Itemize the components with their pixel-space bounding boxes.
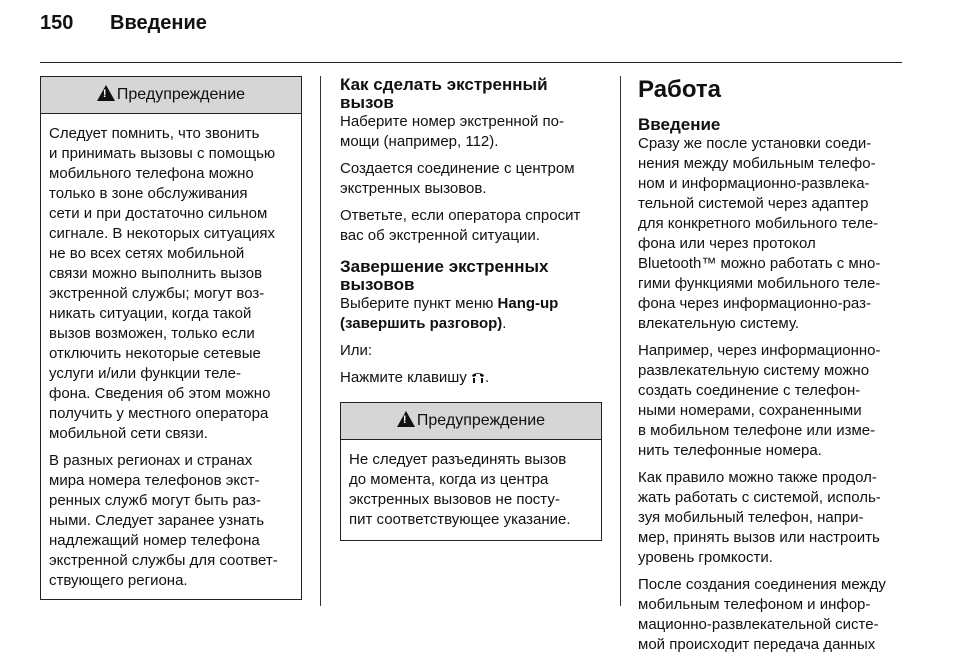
- text-line: не во всех сетях мобильной: [49, 245, 245, 262]
- text-line: уровень громкости.: [638, 549, 773, 566]
- column-middle: [340, 76, 602, 541]
- paragraph: [340, 112, 602, 152]
- page-number: 150: [40, 12, 74, 34]
- section-title: Введение: [110, 12, 207, 34]
- text-line: сети и при достаточно сильном: [49, 205, 268, 222]
- warning-title: Предупреждение: [416, 412, 546, 429]
- text-line: Сразу же после установки соеди-: [638, 135, 872, 152]
- page-header: [40, 12, 207, 35]
- text-line: мобильного телефона можно: [49, 165, 254, 182]
- text-line: гими функциями мобильного теле-: [638, 275, 881, 292]
- heading-line: вызов: [340, 93, 394, 112]
- end-call-text: Выберите пункт меню Hang-up (завершить разговор).: [340, 295, 559, 332]
- heading-line: Как сделать экстренный: [340, 75, 548, 94]
- text-line: Как правило можно также продол-: [638, 469, 877, 486]
- text-line: никать ситуации, когда такой: [49, 305, 252, 322]
- text-line: мер, принять вызов или настроить: [638, 529, 880, 546]
- paragraph: [340, 159, 602, 199]
- warning-title: Предупреждение: [116, 86, 246, 103]
- column-divider: [620, 76, 621, 606]
- text-line: Следует помнить, что звонить: [49, 125, 260, 142]
- phone-hangup-icon: [471, 371, 485, 383]
- end-call-heading: [340, 258, 602, 294]
- paragraph: [349, 450, 593, 530]
- warning-icon: [397, 411, 415, 427]
- text-line: в мобильном телефоне или изме-: [638, 422, 876, 439]
- text-line: экстренной службы для соответ-: [49, 552, 278, 569]
- text-line: связи можно выполнить вызов: [49, 265, 263, 282]
- paragraph: [638, 468, 904, 568]
- warning-header: [41, 77, 301, 114]
- paragraph: [49, 451, 293, 591]
- column-left: [40, 76, 302, 600]
- text-line: ными. Следует заранее узнать: [49, 512, 265, 529]
- text-line: надлежащий номер телефона: [49, 532, 260, 549]
- warning-body: [341, 440, 601, 540]
- text-line: Ответьте, если оператора спросит: [340, 207, 581, 224]
- text-line: для конкретного мобильного теле-: [638, 215, 879, 232]
- text-line: тельной системой через адаптер: [638, 195, 869, 212]
- text-line: развлекательную систему можно: [638, 362, 870, 379]
- text-line: пит соответствующее указание.: [349, 511, 571, 528]
- press-key-text: Нажмите клавишу .: [340, 369, 490, 386]
- text-line: получить у местного оператора: [49, 405, 269, 422]
- paragraph: [340, 206, 602, 246]
- text-line: мобильной сети связи.: [49, 425, 208, 442]
- text-line: вызов возможен, только если: [49, 325, 255, 342]
- emergency-call-heading: [340, 76, 602, 112]
- heading-line: Завершение экстренных: [340, 257, 549, 276]
- or-text: Или:: [340, 342, 373, 359]
- text-line: Не следует разъединять вызов: [349, 451, 567, 468]
- column-right: [638, 76, 904, 662]
- text-line: мационно-развлекательной систе-: [638, 616, 879, 633]
- text-line: Bluetooth™ можно работать с мно-: [638, 255, 881, 272]
- text-line: услуги и/или функции теле-: [49, 365, 241, 382]
- warning-box: [340, 402, 602, 541]
- text-line: ными номерами, сохраненными: [638, 402, 862, 419]
- text-line: мобильным телефоном и инфор-: [638, 596, 871, 613]
- menu-item-line: (завершить разговор): [340, 315, 503, 332]
- text-line: мой происходит передача данных: [638, 636, 876, 653]
- text-line: фона через информационно-раз-: [638, 295, 871, 312]
- text-line: вас об экстренной ситуации.: [340, 227, 540, 244]
- warning-box: [40, 76, 302, 600]
- text-line: экстренных вызовов.: [340, 180, 487, 197]
- warning-body: [41, 114, 301, 599]
- text-line: создать соединение с телефон-: [638, 382, 861, 399]
- text-line: мощи (например, 112).: [340, 133, 499, 150]
- text-line: Например, через информационно-: [638, 342, 881, 359]
- header-rule: [40, 62, 902, 63]
- text-line: сигнале. В некоторых ситуациях: [49, 225, 275, 242]
- menu-item-line: Hang-up: [497, 295, 559, 312]
- text-line: фона. Сведения об этом можно: [49, 385, 271, 402]
- text-line: Наберите номер экстренной по-: [340, 113, 565, 130]
- text-line: нить телефонные номера.: [638, 442, 822, 459]
- text-line: мира номера телефонов экст-: [49, 472, 260, 489]
- text-line: экстренной службы; могут воз-: [49, 285, 265, 302]
- text-line: фона или через протокол: [638, 235, 816, 252]
- text-line: до момента, когда из центра: [349, 471, 549, 488]
- operation-subheading: Введение: [638, 115, 721, 134]
- paragraph: [638, 341, 904, 461]
- text-line: ном и информационно-развлека-: [638, 175, 870, 192]
- operation-title: Работа: [638, 76, 722, 103]
- text-line: Создается соединение с центром: [340, 160, 575, 177]
- text-line: только в зоне обслуживания: [49, 185, 248, 202]
- text-line: ствующего региона.: [49, 572, 188, 589]
- text-line: отключить некоторые сетевые: [49, 345, 261, 362]
- paragraph: [638, 575, 904, 655]
- operation-text: [638, 134, 904, 655]
- text-line: влекательную систему.: [638, 315, 800, 332]
- text-line: ренных служб могут быть раз-: [49, 492, 261, 509]
- text-line: зуя мобильный телефон, напри-: [638, 509, 864, 526]
- text-line: и принимать вызовы с помощью: [49, 145, 276, 162]
- text-line: экстренных вызовов не посту-: [349, 491, 560, 508]
- paragraph: [638, 134, 904, 334]
- emergency-call-text: [340, 112, 602, 246]
- text-line: нения между мобильным телефо-: [638, 155, 876, 172]
- text-line: После создания соединения между: [638, 576, 886, 593]
- column-divider: [320, 76, 321, 606]
- heading-line: вызовов: [340, 275, 415, 294]
- paragraph: [49, 124, 293, 444]
- text-line: жать работать с системой, исполь-: [638, 489, 881, 506]
- warning-header: [341, 403, 601, 440]
- warning-icon: [97, 85, 115, 101]
- text-line: В разных регионах и странах: [49, 452, 253, 469]
